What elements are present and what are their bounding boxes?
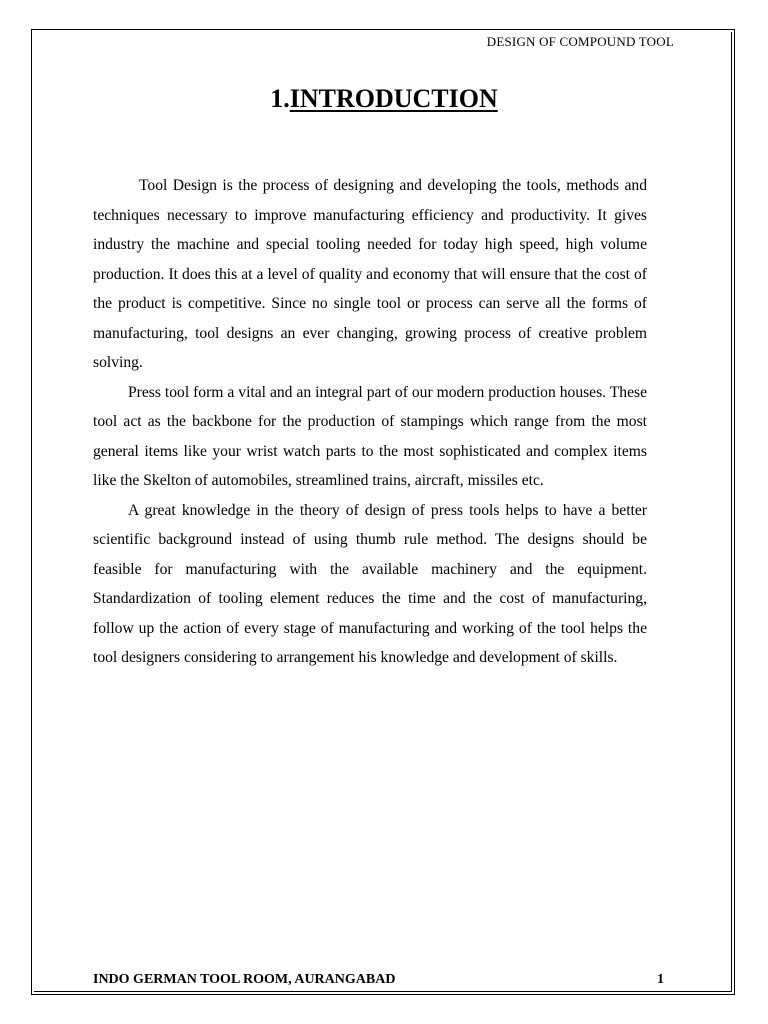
paragraph: Tool Design is the process of designing and developing the tools, methods and techniques necessary to improve manufacturing efficiency and productivity. It gives industry the machine and special tooling needed for today high speed, high volume production. It does this at a level of quality and economy that will ensure that the cost of the product is competitive. Since no single tool or process can serve all the forms of manufacturing, tool designs an ever changing, growing process of creative problem solving.	[93, 177, 647, 371]
running-header: DESIGN OF COMPOUND TOOL	[486, 34, 674, 49]
section-number: 1.	[270, 84, 290, 113]
page-number: 1	[657, 972, 664, 987]
paragraph: Press tool form a vital and an integral part of our modern production houses. These tool act as the backbone for the production of stampings which range from the most general items like your wrist watch parts to the most sophisticated and complex items like the Skelton of automobiles, streamlined trains, aircraft, missiles etc.	[93, 383, 647, 489]
section-title	[0, 84, 768, 114]
footer-institution: INDO GERMAN TOOL ROOM, AURANGABAD	[93, 972, 396, 987]
section-title-text: INTRODUCTION	[289, 84, 498, 113]
paragraph: A great knowledge in the theory of design of press tools helps to have a better scientific background instead of using thumb rule method. The designs should be feasible for manufacturing with the available machinery and the equipment. Standardization of tooling element reduces the time and the cost of manufacturing, follow up the action of every stage of manufacturing and working of the tool helps the tool designers considering to arrangement his knowledge and development of skills.	[93, 501, 647, 666]
body-text	[93, 171, 647, 673]
